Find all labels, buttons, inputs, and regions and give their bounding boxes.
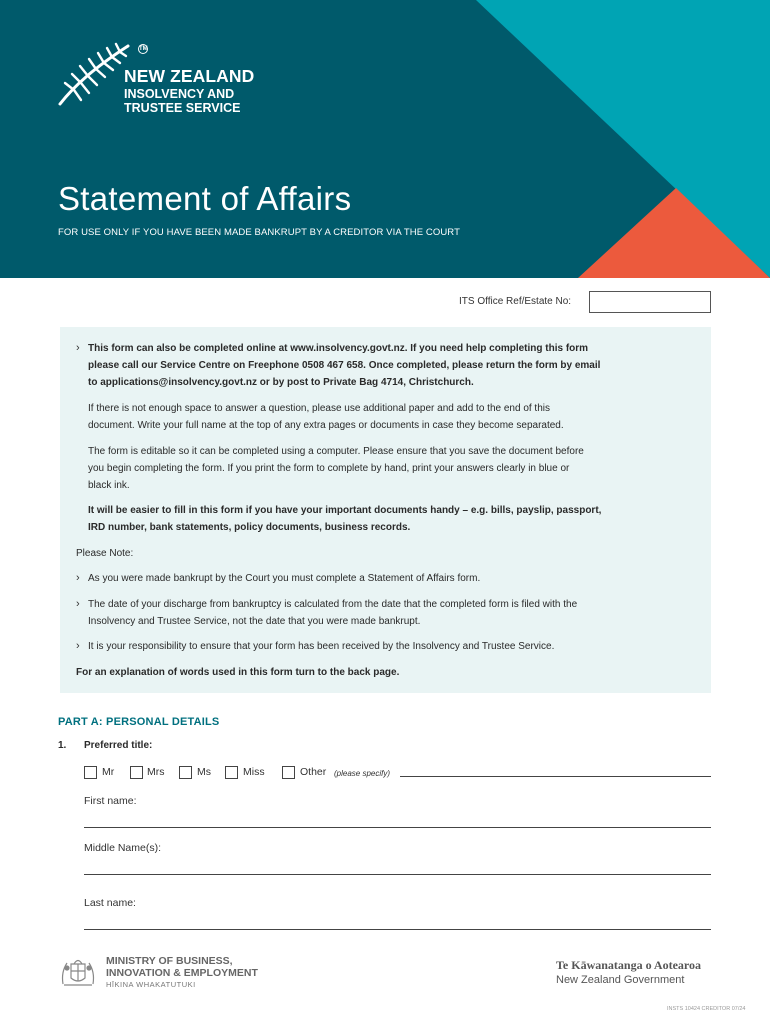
title-ms-label: Ms bbox=[197, 766, 211, 778]
info-paragraph-space-line2: document. Write your full name at the top of any extra pages or documents in case they become separated. bbox=[88, 420, 564, 431]
fern-icon bbox=[56, 42, 130, 108]
info-paragraph-online-line1: This form can also be completed online at www.insolvency.govt.nz. If you need help completing this form bbox=[88, 343, 589, 354]
note-item-discharge-line2: Insolvency and Trustee Service, not the date that you were made bankrupt. bbox=[88, 616, 421, 627]
agency-name-line3: TRUSTEE SERVICE bbox=[124, 101, 241, 115]
note-item-responsibility: It is your responsibility to ensure that your form has been received by the Insolvency and Trustee Service. bbox=[88, 641, 555, 652]
first-name-field[interactable] bbox=[84, 827, 711, 828]
title-mr-checkbox[interactable] bbox=[84, 766, 97, 779]
info-paragraph-documents-line1: It will be easier to fill in this form if you have your important documents handy – e.g. bills, payslip, passport, bbox=[88, 505, 602, 516]
title-ms-checkbox[interactable] bbox=[179, 766, 192, 779]
title-miss-checkbox[interactable] bbox=[225, 766, 238, 779]
page-title: Statement of Affairs bbox=[58, 180, 352, 217]
government-english-name: New Zealand Government bbox=[556, 974, 685, 986]
title-mrs-label: Mrs bbox=[147, 766, 165, 778]
title-other-label: Other bbox=[300, 766, 327, 778]
middle-name-field[interactable] bbox=[84, 874, 711, 875]
chevron-right-icon: › bbox=[76, 342, 80, 354]
explanation-note: For an explanation of words used in this form turn to the back page. bbox=[76, 667, 400, 678]
trademark-mark: TM bbox=[139, 46, 148, 52]
info-paragraph-space-line1: If there is not enough space to answer a question, please use additional paper and add to the end of this bbox=[88, 403, 550, 414]
info-paragraph-online-line2: please call our Service Centre on Freephone 0508 467 658. Once completed, please return the form by email bbox=[88, 360, 601, 371]
chevron-right-icon: › bbox=[76, 572, 80, 584]
coat-of-arms-icon bbox=[58, 954, 98, 990]
form-code: INSTS 10424 CREDITOR 07/24 bbox=[667, 1006, 746, 1012]
please-note-label: Please Note: bbox=[76, 548, 134, 559]
other-specify-hint: (please specify) bbox=[334, 769, 391, 778]
title-other-checkbox[interactable] bbox=[282, 766, 295, 779]
chevron-right-icon: › bbox=[76, 640, 80, 652]
section-heading-part-a: PART A: PERSONAL DETAILS bbox=[58, 716, 220, 728]
info-paragraph-editable-line1: The form is editable so it can be completed using a computer. Please ensure that you save the document before bbox=[88, 446, 584, 457]
other-title-field[interactable] bbox=[400, 776, 711, 777]
first-name-label: First name: bbox=[84, 795, 137, 807]
agency-name-line2: INSOLVENCY AND bbox=[124, 87, 235, 101]
info-paragraph-documents-line2: IRD number, bank statements, policy documents, business records. bbox=[88, 522, 411, 533]
ref-number-label: ITS Office Ref/Estate No: bbox=[459, 296, 572, 307]
government-maori-name: Te Kāwanatanga o Aotearoa bbox=[556, 958, 702, 972]
preferred-title-label: Preferred title: bbox=[84, 740, 153, 751]
note-item-discharge-line1: The date of your discharge from bankruptcy is calculated from the date that the completed form is filed with the bbox=[88, 599, 578, 610]
info-paragraph-editable-line3: black ink. bbox=[88, 480, 130, 491]
information-box bbox=[60, 327, 711, 693]
header-banner bbox=[0, 0, 770, 278]
agency-name: NEW ZEALAND bbox=[124, 66, 255, 86]
ministry-maori-name: HĪKINA WHAKATUTUKI bbox=[106, 980, 196, 989]
info-paragraph-editable-line2: you begin completing the form. If you print the form to complete by hand, print your answers clearly in blue or bbox=[88, 463, 570, 474]
info-paragraph-online-line3: to applications@insolvency.govt.nz or by post to Private Bag 4714, Christchurch. bbox=[88, 377, 474, 388]
title-mr-label: Mr bbox=[102, 766, 115, 778]
question-number: 1. bbox=[58, 740, 67, 751]
ministry-name-line1: MINISTRY OF BUSINESS, bbox=[106, 955, 233, 967]
title-miss-label: Miss bbox=[243, 766, 265, 778]
ref-number-input[interactable] bbox=[589, 291, 711, 313]
last-name-field[interactable] bbox=[84, 929, 711, 930]
middle-name-label: Middle Name(s): bbox=[84, 842, 162, 854]
ministry-name-line2: INNOVATION & EMPLOYMENT bbox=[106, 967, 258, 979]
title-mrs-checkbox[interactable] bbox=[130, 766, 143, 779]
page-subtitle: FOR USE ONLY IF YOU HAVE BEEN MADE BANKRUPT BY A CREDITOR VIA THE COURT bbox=[58, 227, 460, 238]
last-name-label: Last name: bbox=[84, 897, 136, 909]
note-item-complete-form: As you were made bankrupt by the Court you must complete a Statement of Affairs form. bbox=[88, 573, 481, 584]
chevron-right-icon: › bbox=[76, 598, 80, 610]
